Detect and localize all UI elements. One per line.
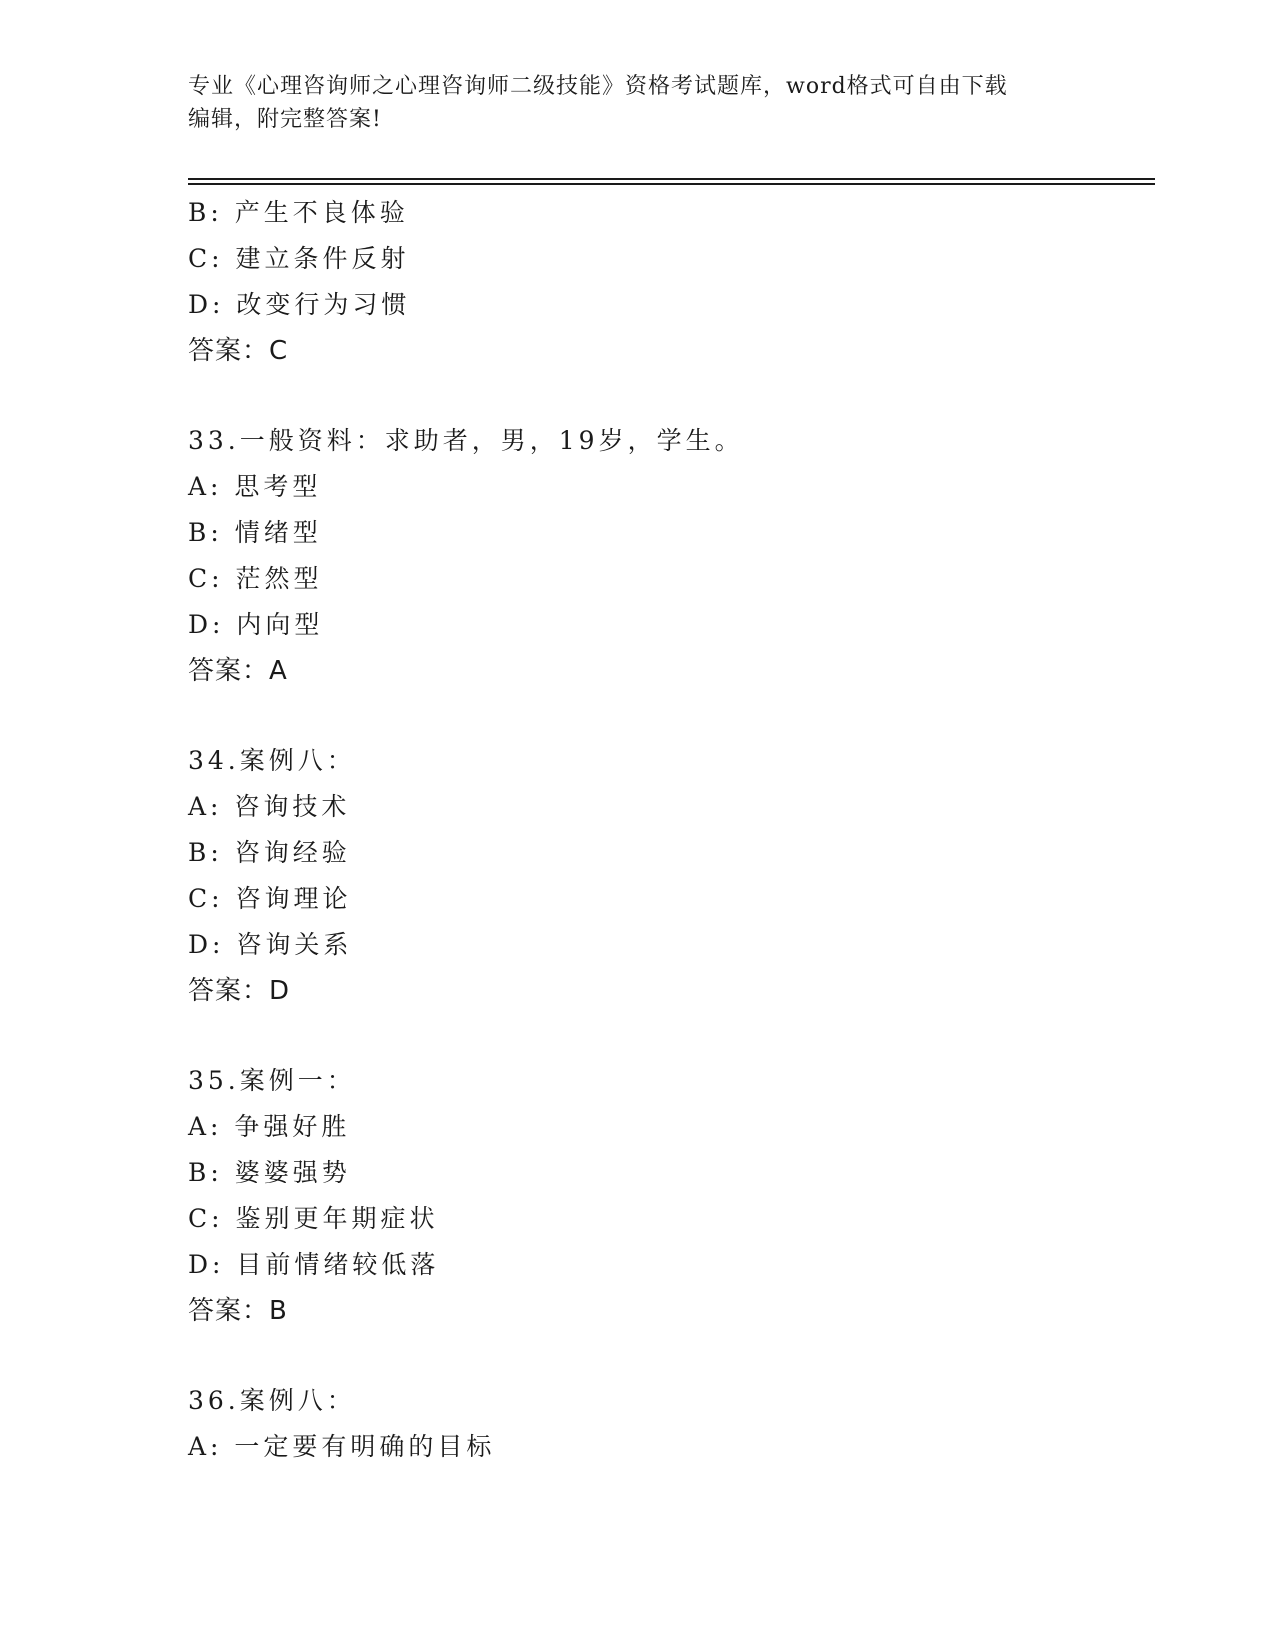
option-d: D: 改变行为习惯 <box>188 290 411 319</box>
question-stem: 35.案例一： <box>188 1066 356 1095</box>
question-35 <box>188 1058 1148 1334</box>
header-line-1: 专业《心理咨询师之心理咨询师二级技能》资格考试题库，word格式可自由下载 <box>188 74 1008 99</box>
option-a: A: 思考型 <box>188 472 322 501</box>
question-33 <box>188 418 1148 694</box>
option-b: B: 咨询经验 <box>188 838 351 867</box>
question-stem: 36.案例八： <box>188 1386 356 1415</box>
header-divider-bottom <box>188 183 1155 185</box>
option-a: A: 一定要有明确的目标 <box>188 1432 496 1461</box>
option-c: C: 茫然型 <box>188 564 323 593</box>
answer: 答案：B <box>188 1296 288 1326</box>
option-b: B: 情绪型 <box>188 518 322 547</box>
question-stem: 33.一般资料：求助者，男，19岁，学生。 <box>188 426 744 455</box>
question-list <box>188 190 1148 1470</box>
answer: 答案：D <box>188 976 291 1006</box>
option-d: D: 咨询关系 <box>188 930 353 959</box>
header-divider-top <box>188 178 1155 180</box>
option-b: B: 婆婆强势 <box>188 1158 351 1187</box>
question-34 <box>188 738 1148 1014</box>
option-d: D: 目前情绪较低落 <box>188 1250 440 1279</box>
header-line-2: 编辑，附完整答案! <box>188 107 382 132</box>
option-b: B: 产生不良体验 <box>188 198 409 227</box>
option-c: C: 建立条件反射 <box>188 244 410 273</box>
question-32 <box>188 190 1148 374</box>
option-c: C: 咨询理论 <box>188 884 352 913</box>
option-a: A: 咨询技术 <box>188 792 351 821</box>
question-stem: 34.案例八： <box>188 746 356 775</box>
option-a: A: 争强好胜 <box>188 1112 351 1141</box>
option-d: D: 内向型 <box>188 610 324 639</box>
option-c: C: 鉴别更年期症状 <box>188 1204 439 1233</box>
answer: 答案：A <box>188 656 288 686</box>
document-header <box>188 70 1068 136</box>
question-36 <box>188 1378 1148 1470</box>
answer: 答案：C <box>188 336 289 366</box>
